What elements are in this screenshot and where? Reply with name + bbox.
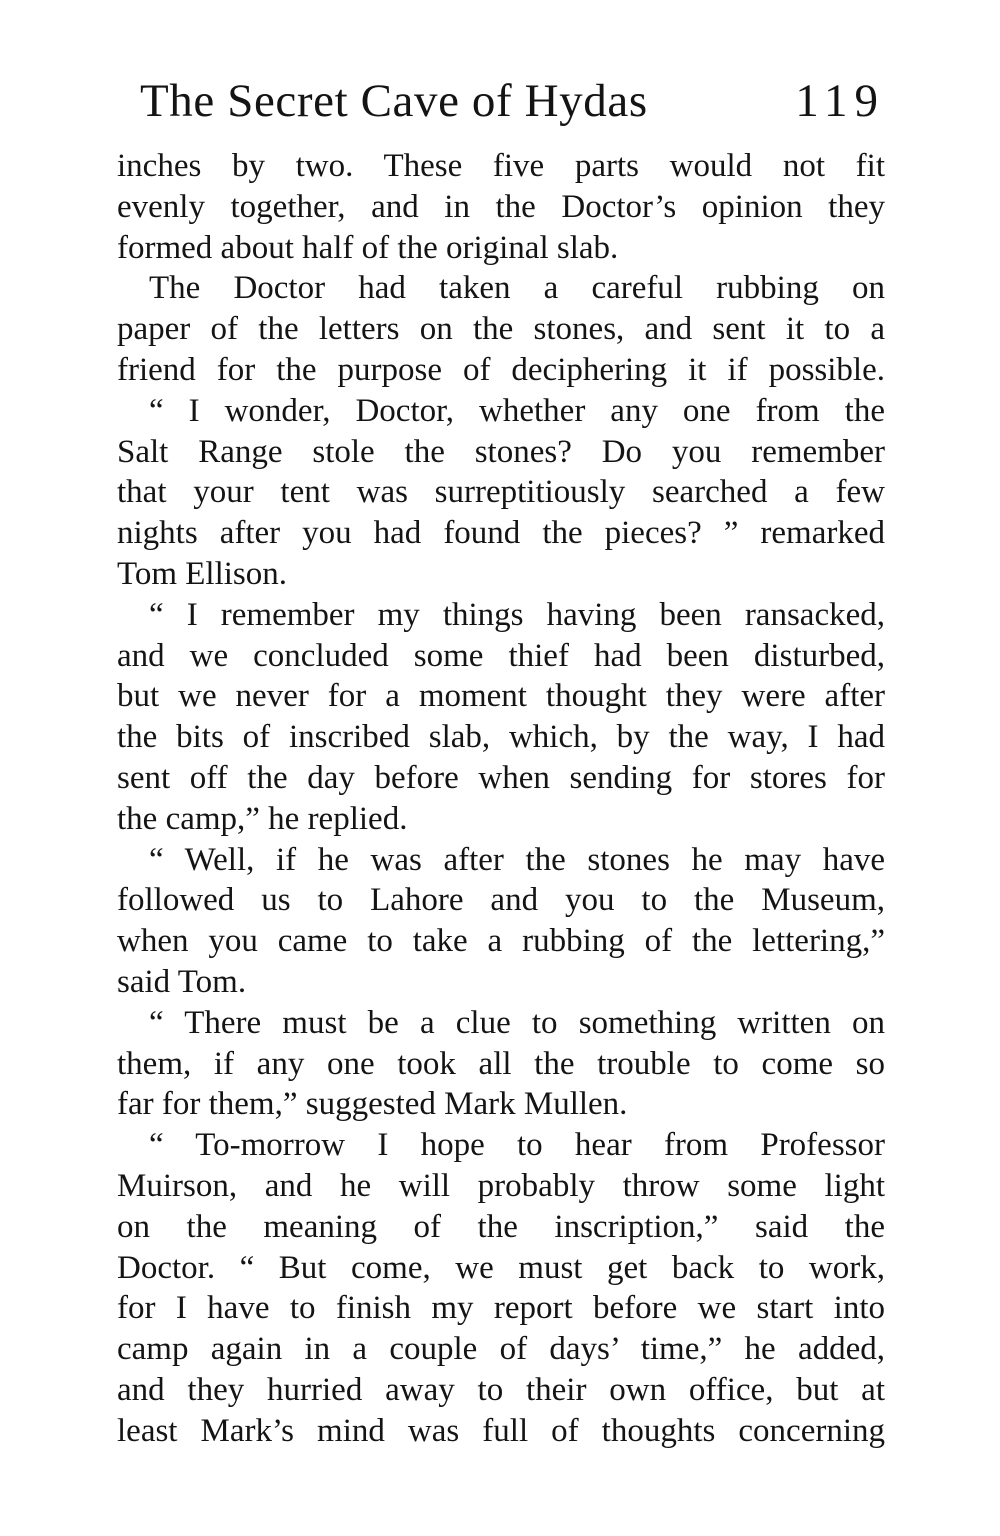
text-line: camp again in a couple of days’ time,” he added, — [117, 1331, 885, 1368]
text-line: said Tom. — [117, 963, 247, 1000]
text-line: inches by two. These five parts would not fit — [117, 148, 885, 184]
text-line: “ To-morrow I hope to hear from Professor — [149, 1127, 885, 1164]
text-line: followed us to Lahore and you to the Museum, — [117, 882, 885, 919]
text-line: “ Well, if he was after the stones he may have — [149, 841, 885, 878]
text-line: that your tent was surreptitiously searched a few — [117, 474, 885, 511]
text-line: the bits of inscribed slab, which, by the way, I had — [117, 719, 885, 756]
text-line: Tom Ellison. — [117, 555, 288, 592]
text-line: sent off the day before when sending for stores for — [117, 759, 885, 796]
text-line: “ I wonder, Doctor, whether any one from the — [149, 392, 885, 429]
text-line: for I have to finish my report before we start into — [117, 1290, 885, 1327]
running-title: The Secret Cave of Hydas — [140, 75, 648, 127]
text-line: “ I remember my things having been ransacked, — [149, 596, 885, 633]
text-line: formed about half of the original slab. — [117, 229, 619, 266]
text-line: them, if any one took all the trouble to come so — [117, 1045, 885, 1082]
text-line: The Doctor had taken a careful rubbing on — [149, 270, 885, 307]
text-line: the camp,” he replied. — [117, 800, 408, 837]
text-line: “ There must be a clue to something written on — [149, 1004, 885, 1041]
page-number: 119 — [795, 75, 885, 127]
text-line: on the meaning of the inscription,” said the — [117, 1208, 885, 1245]
text-line: far for them,” suggested Mark Mullen. — [117, 1086, 628, 1123]
text-line: but we never for a moment thought they were after — [117, 678, 885, 715]
text-line: friend for the purpose of deciphering it if possible. — [117, 351, 885, 388]
text-line: least Mark’s mind was full of thoughts concerning — [117, 1412, 885, 1449]
text-line: when you came to take a rubbing of the lettering,” — [117, 923, 885, 960]
text-line: Salt Range stole the stones? Do you remember — [117, 433, 885, 470]
text-line: and they hurried away to their own office, but at — [117, 1371, 885, 1408]
text-line: evenly together, and in the Doctor’s opinion they — [117, 188, 885, 225]
text-line: and we concluded some thief had been disturbed, — [117, 637, 885, 674]
running-head — [140, 70, 885, 140]
body-text — [117, 146, 885, 1452]
text-line: Muirson, and he will probably throw some light — [117, 1167, 885, 1204]
text-line: nights after you had found the pieces? ” remarked — [117, 515, 885, 552]
text-line: Doctor. “ But come, we must get back to work, — [117, 1249, 885, 1286]
text-line: paper of the letters on the stones, and sent it to a — [117, 311, 885, 348]
